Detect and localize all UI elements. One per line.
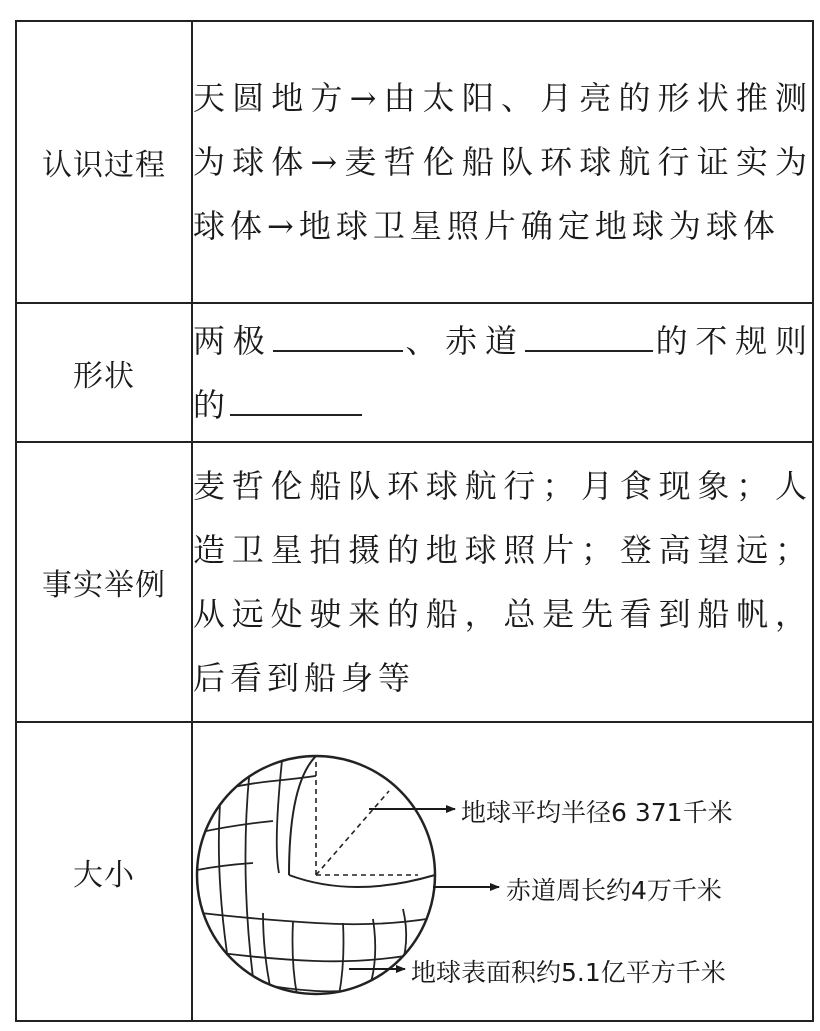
globe-cut-edge-equator <box>289 875 435 887</box>
blank-equator[interactable] <box>525 318 653 352</box>
shape-text-poles: 两极 <box>193 321 273 360</box>
blank-shape[interactable] <box>230 382 362 416</box>
table-row <box>16 303 813 442</box>
row-header-evidence: 事实举例 <box>16 442 192 722</box>
globe-cutaway-wedge <box>316 756 435 875</box>
row-header-size: 大小 <box>16 722 192 1021</box>
globe-cut-edge-vertical <box>289 756 316 875</box>
evidence-examples-text: 麦哲伦船队环球航行；月食现象；人造卫星拍摄的地球照片；登高望远；从远处驶来的船，总是先看到船帆，后看到船身等 <box>192 442 813 722</box>
annotation-mean-radius: 地球平均半径6 371千米 <box>461 798 733 827</box>
shape-text-of: 的 <box>193 385 231 424</box>
table-row <box>16 442 813 722</box>
annotation-surface-area: 地球表面积约5.1亿平方千米 <box>411 958 726 987</box>
table-row <box>16 21 813 303</box>
earth-facts-table <box>15 20 814 1022</box>
table-row <box>16 722 813 1021</box>
size-diagram-cell <box>192 722 813 1021</box>
recognition-process-text: 天圆地方→由太阳、月亮的形状推测为球体→麦哲伦船队环球航行证实为球体→地球卫星照片确定地球为球体 <box>192 21 813 303</box>
row-header-shape: 形状 <box>16 303 192 442</box>
blank-poles[interactable] <box>273 318 403 352</box>
annotation-equator-circumference: 赤道周长约4万千米 <box>506 876 722 905</box>
shape-text-irregular: 的不规则 <box>652 321 812 360</box>
shape-fill-in-text <box>192 303 813 442</box>
shape-text-equator: 、赤道 <box>402 321 525 360</box>
row-header-recognition: 认识过程 <box>16 21 192 303</box>
